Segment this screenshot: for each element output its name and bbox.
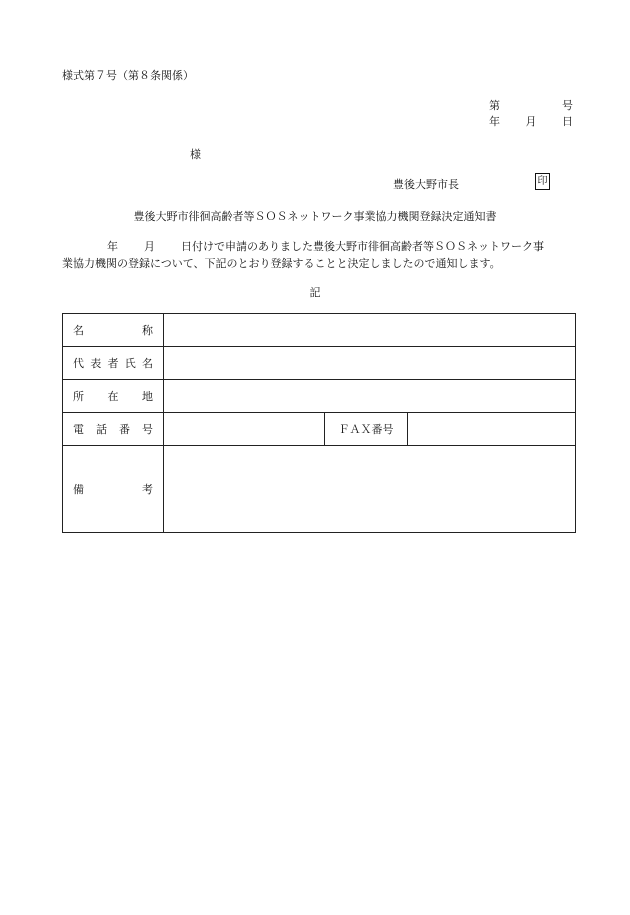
date-year: 年 [489, 115, 500, 128]
ki-heading: 記 [309, 286, 321, 299]
value-address[interactable] [164, 380, 576, 413]
notice-body-line-1 [62, 238, 580, 255]
table-row-phone [63, 413, 576, 446]
value-fax[interactable] [408, 413, 576, 446]
notice-body [62, 238, 580, 272]
document-title: 豊後大野市徘徊高齢者等ＳＯＳネットワーク事業協力機関登録決定通知書 [133, 210, 497, 223]
label-address: 所 在 地 [63, 380, 164, 413]
table-row-name [63, 314, 576, 347]
issuer-name: 豊後大野市長 [393, 178, 459, 191]
table-row-representative [63, 347, 576, 380]
value-phone[interactable] [164, 413, 325, 446]
table-row-address [63, 380, 576, 413]
value-remarks[interactable] [164, 446, 576, 533]
label-fax: ＦＡＸ番号 [325, 413, 408, 446]
addressee-suffix: 様 [190, 148, 201, 161]
label-phone: 電 話 番 号 [63, 413, 164, 446]
table-row-remarks [63, 446, 576, 533]
label-name: 名 称 [63, 314, 164, 347]
number-prefix: 第 [489, 99, 500, 112]
label-representative: 代 表 者 氏 名 [63, 347, 164, 380]
body-rest-line-1: 日付けで申請のありました豊後大野市徘徊高齢者等ＳＯＳネットワーク事 [181, 240, 544, 253]
label-remarks: 備 考 [63, 446, 164, 533]
seal-mark: 印 [535, 173, 550, 190]
form-number-label: 様式第７号（第８条関係） [62, 69, 194, 82]
value-name[interactable] [164, 314, 576, 347]
body-month: 月 [144, 240, 155, 253]
value-representative[interactable] [164, 347, 576, 380]
date-month: 月 [525, 115, 537, 128]
notice-body-line-2: 業協力機関の登録について、下記のとおり登録することと決定しましたので通知します。 [62, 257, 501, 270]
document-number-line [489, 97, 573, 113]
body-year: 年 [107, 240, 118, 253]
number-suffix: 号 [562, 99, 573, 112]
date-line [489, 113, 573, 129]
registration-table [62, 313, 576, 533]
date-day: 日 [562, 115, 573, 128]
